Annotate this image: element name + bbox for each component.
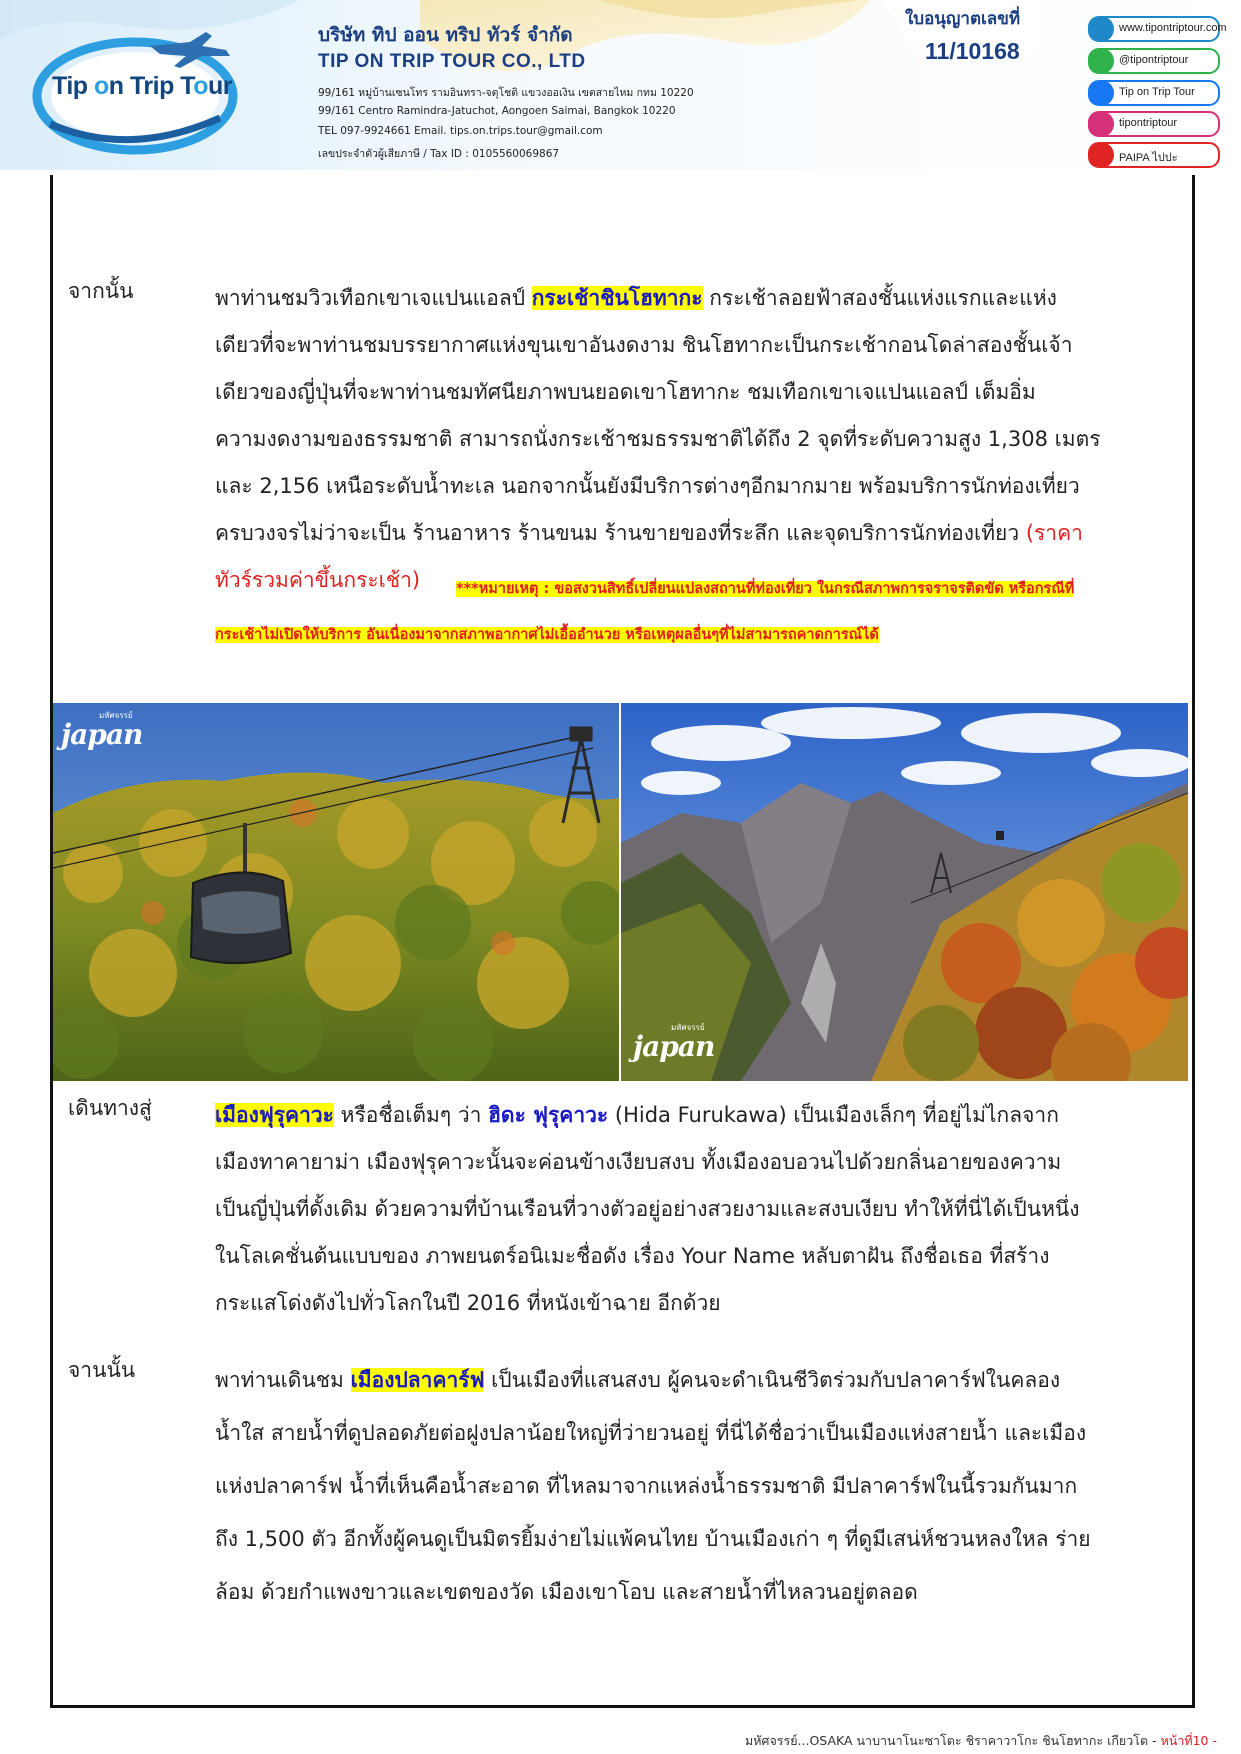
- section3-paragraph: [215, 1354, 1182, 1619]
- social-facebook-link[interactable]: [1088, 80, 1220, 106]
- license-number: 11/10168: [925, 38, 1020, 64]
- section2-line: กระแสโด่งดังไปทั่วโลกในปี 2016 ที่หนังเข้าฉาย อีกด้วย: [215, 1291, 721, 1315]
- social-instagram-text: tipontriptour: [1119, 117, 1178, 129]
- section3-line: ถึง 1,500 ตัว อีกทั้งผู้คนดูเป็นมิตรยิ้มง่ายไม่แพ้คนไทย บ้านเมืองเก่า ๆ ที่ดูมีเสน่ห์ชวนหลงใหล ร่าย: [215, 1527, 1091, 1551]
- section3-line: น้ำใส สายน้ำที่ดูปลอดภัยต่อฝูงปลาน้อยใหญ่ที่ว่ายวนอยู่ ที่นี่ได้ชื่อว่าเป็นเมืองแห่งสายน้ำ และเมือง: [215, 1421, 1087, 1445]
- social-youtube-link[interactable]: [1088, 142, 1220, 168]
- shinhotaka-ropeway-highlight: กระเช้าชินโฮทากะ: [531, 286, 703, 310]
- address-english: 99/161 Centro Ramindra-Jatuchot, Aongoen Saimai, Bangkok 10220: [318, 105, 676, 117]
- logo-wordmark: Tip on Trip Tour: [52, 72, 232, 100]
- section1-line: ครบวงจรไม่ว่าจะเป็น ร้านอาหาร ร้านขนม ร้านขายของที่ระลึก และจุดบริการนักท่องเที่ยว (ราคา: [215, 521, 1083, 545]
- section3-line: ล้อม ด้วยกำแพงขาวและเขตของวัด เมืองเขาโอบ และสายน้ำที่ไหลวนอยู่ตลอด: [215, 1580, 918, 1604]
- line-icon: [1088, 48, 1114, 74]
- section2-line: เป็นญี่ปุ่นที่ดั้งเดิม ด้วยความที่บ้านเรือนที่วางตัวอยู่อย่างสวยงามและสงบเงียบ ทำให้ที่นี่ได้เป็นหนึ่ง: [215, 1197, 1080, 1221]
- photo-ropeway-gondola: [53, 703, 619, 1081]
- remark-note-line2: กระเช้าไม่เปิดให้บริการ อันเนื่องมาจากสภาพอากาศไม่เอื้ออำนวย หรือเหตุผลอื่นๆที่ไม่สามารถคาดการณ์ได้: [215, 627, 879, 643]
- page-header: [0, 0, 1241, 170]
- section1-label: จากนั้น: [68, 279, 134, 303]
- section3-line: พาท่านเดินชม เมืองปลาคาร์ฟ เป็นเมืองที่แสนสงบ ผู้คนจะดำเนินชีวิตร่วมกับปลาคาร์ฟในคลอง: [215, 1368, 1061, 1392]
- section1-line: และ 2,156 เหนือระดับน้ำทะเล นอกจากนั้นยังมีบริการต่างๆอีกมากมาย พร้อมบริการนักท่องเที่ยว: [215, 474, 1080, 498]
- section2-label: เดินทางสู่: [68, 1096, 152, 1120]
- photo-mountain-autumn: [621, 703, 1188, 1081]
- furukawa-highlight: เมืองฟุรุคาวะ: [215, 1103, 334, 1127]
- tax-id: เลขประจำตัวผู้เสียภาษี / Tax ID : 0105560069867: [318, 148, 560, 160]
- carp-town-highlight: เมืองปลาคาร์ฟ: [350, 1368, 485, 1392]
- social-youtube-text: PAIPA ไปปะ: [1119, 152, 1178, 164]
- gondola-forest-image: [53, 703, 619, 1081]
- hida-furukawa-bold: ฮิดะ ฟุรุคาวะ: [488, 1103, 609, 1127]
- social-website-link[interactable]: [1088, 16, 1227, 42]
- section3-label: จานนั้น: [68, 1358, 136, 1382]
- price-note-red: (ราคา: [1025, 521, 1083, 545]
- remark-note-line1: ***หมายเหตุ : ขอสงวนสิทธิ์เปลี่ยนแปลงสถานที่ท่องเที่ยว ในกรณีสภาพการจราจรติดขัด หรือกรณีที่: [456, 581, 1075, 597]
- license-label: ใบอนุญาตเลขที่: [905, 9, 1021, 29]
- social-website-text: www.tipontriptour.com: [1119, 22, 1227, 34]
- youtube-icon: [1088, 142, 1114, 168]
- section1-line: ความงดงามของธรรมชาติ สามารถนั่งกระเช้าชมธรรมชาติได้ถึง 2 จุดที่ระดับความสูง 1,308 เมตร: [215, 427, 1101, 451]
- section1-line: เดียวที่จะพาท่านชมบรรยากาศแห่งขุนเขาอันงดงาม ชินโฮทากะเป็นกระเช้ากอนโดล่าสองชั้นเจ้า: [215, 333, 1073, 357]
- price-note-red: ทัวร์รวมค่าขึ้นกระเช้า): [215, 568, 421, 592]
- social-facebook-text: Tip on Trip Tour: [1119, 86, 1195, 98]
- instagram-icon: [1088, 111, 1114, 137]
- section2-line: เมืองทาคายาม่า เมืองฟุรุคาวะนั้นจะค่อนข้างเงียบสงบ ทั้งเมืองอบอวนไปด้วยกลิ่นอายของความ: [215, 1150, 1062, 1174]
- page-number: หน้าที่10 -: [1160, 1733, 1217, 1748]
- photo-watermark: มหัศจรรย์ japan: [61, 711, 143, 751]
- section1-line: เดียวของญี่ปุ่นที่จะพาท่านชมทัศนียภาพบนยอดเขาโฮทากะ ชมเทือกเขาเจแปนแอลป์ เต็มอิ่ม: [215, 380, 1036, 404]
- page-footer: มหัศจรรย์...OSAKA นาบานาโนะซาโตะ ชิราคาวาโกะ ชินโฮทากะ เกียวโต - หน้าที่10 -: [745, 1733, 1217, 1748]
- section1-line: พาท่านชมวิวเทือกเขาเจแปนแอลป์ กระเช้าชินโฮทากะ กระเช้าลอยฟ้าสองชั้นแห่งแรกและแห่ง: [215, 286, 1057, 310]
- company-name-english: TIP ON TRIP TOUR CO., LTD: [318, 51, 586, 72]
- social-line-link[interactable]: [1088, 48, 1220, 74]
- section2-line: เมืองฟุรุคาวะ หรือชื่อเต็มๆ ว่า ฮิดะ ฟุรุคาวะ (Hida Furukawa) เป็นเมืองเล็กๆ ที่อยู่ไม่ไกลจาก: [215, 1103, 1059, 1127]
- section1-paragraph: [215, 275, 1182, 604]
- company-name-thai: บริษัท ทิป ออน ทริป ทัวร์ จำกัด: [318, 24, 573, 46]
- section2-line: ในโลเคชั่นต้นแบบของ ภาพยนตร์อนิเมะชื่อดัง เรื่อง Your Name หลับตาฝัน ถึงชื่อเธอ ที่สร้าง: [215, 1244, 1050, 1268]
- social-line-text: @tipontriptour: [1119, 54, 1189, 66]
- social-instagram-link[interactable]: [1088, 111, 1220, 137]
- address-thai: 99/161 หมู่บ้านเซนโทร รามอินทรา-จตุโชติ แขวงออเงิน เขตสายไหม กทม 10220: [318, 87, 694, 99]
- contact-info: TEL 097-9924661 Email. tips.on.trips.tour@gmail.com: [318, 125, 603, 137]
- facebook-icon: [1088, 80, 1114, 106]
- photo-watermark: มหัศจรรย์ japan: [633, 1023, 715, 1063]
- section2-paragraph: [215, 1092, 1182, 1327]
- globe-icon: [1088, 16, 1114, 42]
- section3-line: แห่งปลาคาร์ฟ น้ำที่เห็นคือน้ำสะอาด ที่ไหลมาจากแหล่งน้ำธรรมชาติ มีปลาคาร์ฟในนี้รวมกันมาก: [215, 1474, 1078, 1498]
